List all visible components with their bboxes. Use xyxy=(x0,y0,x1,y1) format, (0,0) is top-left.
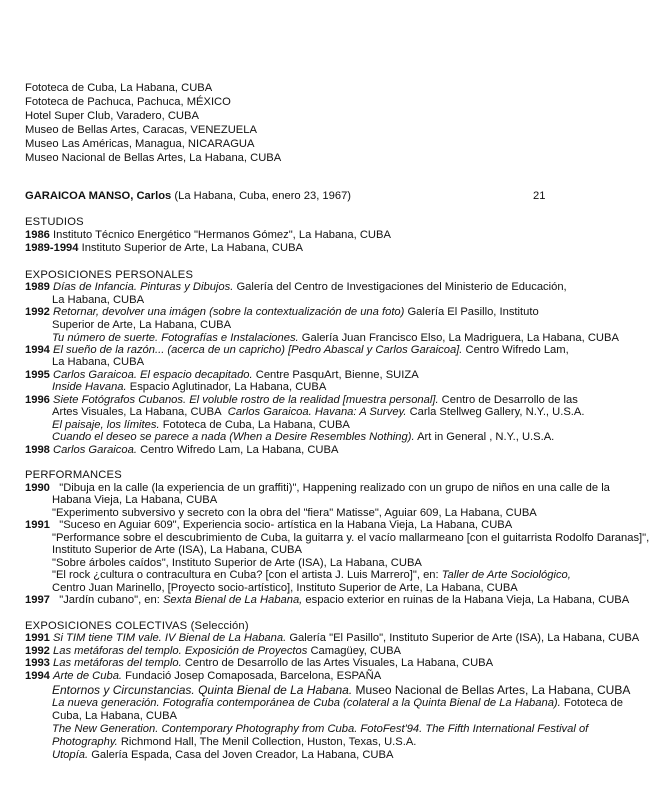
performance-text: "Suceso en Aguiar 609", Experiencia socio- artística en la Habana Vieja, La Habana, CUBA xyxy=(59,519,513,531)
exhibition-title: Retornar, devolver una imágen (sobre la contextualización de una foto) xyxy=(53,306,405,318)
year: 1995 xyxy=(25,369,50,381)
exhibition-title: Si TIM tiene TIM vale. IV Bienal de La Habana. xyxy=(53,632,287,644)
entry-text: Instituto Técnico Energético "Hermanos Gómez", La Habana, CUBA xyxy=(53,229,391,241)
section-heading-colectivas: EXPOSICIONES COLECTIVAS (Selección) xyxy=(25,620,249,632)
performance-title: Taller de Arte Sociológico, xyxy=(441,569,571,581)
exhibition-entry xyxy=(52,431,554,444)
year: 1993 xyxy=(25,657,50,669)
estudios-item xyxy=(25,229,391,242)
year: 1991 xyxy=(25,519,50,531)
artist-birth: (La Habana, Cuba, enero 23, 1967) xyxy=(174,190,352,202)
exhibition-title: Días de Infancia. Pinturas y Dibujos. xyxy=(53,281,234,293)
exhibition-entry xyxy=(52,736,416,749)
section-heading-estudios: ESTUDIOS xyxy=(25,216,84,228)
year: 1998 xyxy=(25,444,50,456)
exhibition-entry xyxy=(25,444,338,457)
exhibition-entry xyxy=(52,749,393,762)
year: 1991 xyxy=(25,632,50,644)
exhibition-title xyxy=(52,723,588,736)
exhibition-venue: Centro de Desarrollo de las xyxy=(441,394,578,406)
exhibition-venue: Art in General , N.Y., U.S.A. xyxy=(417,431,555,443)
exhibition-entry xyxy=(25,281,567,294)
exhibition-venue: Centro de Desarrollo de las Artes Visuales, La Habana, CUBA xyxy=(184,657,494,669)
exhibition-venue: Fundació Josep Comaposada, Barcelona, ESPAÑA xyxy=(125,670,382,682)
exhibition-venue-cont: Cuba, La Habana, CUBA xyxy=(52,710,178,722)
performance-text: "Dibuja en la calle (la experiencia de un graffiti)", Happening realizado con un grupo de niños en una calle de la xyxy=(59,482,610,494)
performance-title: Sexta Bienal de La Habana, xyxy=(162,594,303,606)
artist-name: GARAICOA MANSO, Carlos xyxy=(25,190,172,202)
collection-item: Museo Nacional de Bellas Artes, La Habana, CUBA xyxy=(25,152,282,164)
collection-item: Fototeca de Pachuca, Pachuca, MÉXICO xyxy=(25,96,231,108)
exhibition-venue: Centre PasquArt, Bienne, SUIZA xyxy=(255,369,419,381)
artist-header xyxy=(25,190,351,203)
page-number: 21 xyxy=(533,190,546,202)
performance-text: "Sobre árboles caídos", Instituto Superior de Arte (ISA), La Habana, CUBA xyxy=(52,557,422,569)
performance-text-part: "El rock ¿cultura o contracultura en Cuba? [con el artista J. Luis Marrero]", en: xyxy=(52,569,439,581)
collection-item: Museo Las Américas, Managua, NICARAGUA xyxy=(25,138,255,150)
exhibition-venue: Galería "El Pasillo", Instituto Superior de Arte (ISA), La Habana, CUBA xyxy=(289,632,640,644)
exhibition-venue-cont: Artes Visuales, La Habana, CUBA xyxy=(52,406,222,418)
performance-text: Centro Juan Marinello, [Proyecto socio-artístico], Instituto Superior de Arte, La Habana, CUBA xyxy=(52,582,518,594)
year: 1989 xyxy=(25,281,50,293)
exhibition-title: Inside Havana. xyxy=(52,381,127,393)
performance-entry xyxy=(25,519,512,532)
exhibition-venue: Centro Wifredo Lam, La Habana, CUBA xyxy=(140,444,339,456)
year: 1986 xyxy=(25,229,50,241)
exhibition-title: El sueño de la razón... (acerca de un capricho) [Pedro Abascal y Carlos Garaicoa]. xyxy=(53,344,463,356)
exhibition-title: Las metáforas del templo. Exposición de Proyectos xyxy=(53,645,308,657)
exhibition-title: Las metáforas del templo. xyxy=(53,657,182,669)
exhibition-title: Utopía. xyxy=(52,749,89,761)
exhibition-venue: Galería Juan Francisco Elso, La Madriguera, La Habana, CUBA xyxy=(301,332,619,344)
exhibition-title: La nueva generación. Fotografía contemporánea de Cuba (colateral a la Quinta Bienal de La Habana). xyxy=(52,697,561,709)
collection-item: Hotel Super Club, Varadero, CUBA xyxy=(25,110,199,122)
exhibition-venue: Galería El Pasillo, Instituto xyxy=(407,306,539,318)
performance-text-part: "Jardín cubano", en: xyxy=(59,594,160,606)
year: 1992 xyxy=(25,306,50,318)
performance-text: Habana Vieja, La Habana, CUBA xyxy=(52,494,218,506)
exhibition-entry xyxy=(52,381,326,394)
performance-text: "Experimento subversivo y secreto con la obra del "fiera" Matisse", Aguiar 609, La Habana, CUBA xyxy=(52,507,537,519)
exhibition-title-part: Photography. xyxy=(52,736,118,748)
performance-text xyxy=(52,569,571,582)
exhibition-entry xyxy=(25,306,539,319)
exhibition-title: Tu número de suerte. Fotografías e Instalaciones. xyxy=(52,332,299,344)
performance-text: Instituto Superior de Arte (ISA), La Habana, CUBA xyxy=(52,544,302,556)
year: 1996 xyxy=(25,394,50,406)
year: 1997 xyxy=(25,594,50,606)
section-heading-performances: PERFORMANCES xyxy=(25,469,122,481)
exhibition-title: Arte de Cuba. xyxy=(53,670,123,682)
exhibition-venue: Camagüey, CUBA xyxy=(310,645,402,657)
exhibition-entry xyxy=(52,406,584,419)
exhibition-venue: Galería Espada, Casa del Joven Creador, La Habana, CUBA xyxy=(91,749,394,761)
exhibition-entry xyxy=(25,657,493,670)
performance-entry xyxy=(25,594,629,607)
exhibition-entry xyxy=(25,670,381,683)
exhibition-title: Cuando el deseo se parece a nada (When a Desire Resembles Nothing). xyxy=(52,431,415,443)
exhibition-venue: Centro Wifredo Lam, xyxy=(465,344,569,356)
exhibition-title: Carlos Garaicoa. xyxy=(53,444,137,456)
exhibition-entry xyxy=(25,632,639,645)
exhibition-venue: Museo Nacional de Bellas Artes, La Habana, CUBA xyxy=(355,683,631,697)
section-heading-personales: EXPOSICIONES PERSONALES xyxy=(25,269,194,281)
year: 1994 xyxy=(25,670,50,682)
exhibition-venue: Espacio Aglutinador, La Habana, CUBA xyxy=(129,381,327,393)
year: 1989-1994 xyxy=(25,242,79,254)
year: 1990 xyxy=(25,482,50,494)
exhibition-venue: Fototeca de Cuba, La Habana, CUBA xyxy=(162,419,350,431)
year: 1992 xyxy=(25,645,50,657)
year: 1994 xyxy=(25,344,50,356)
exhibition-venue-cont: La Habana, CUBA xyxy=(52,294,145,306)
exhibition-entry xyxy=(52,684,630,697)
exhibition-venue-cont: Superior de Arte, La Habana, CUBA xyxy=(52,319,232,331)
exhibition-venue-cont: La Habana, CUBA xyxy=(52,356,145,368)
collection-item: Fototeca de Cuba, La Habana, CUBA xyxy=(25,82,213,94)
exhibition-venue: Carla Stellweg Gallery, N.Y., U.S.A. xyxy=(409,406,585,418)
estudios-item xyxy=(25,242,303,255)
exhibition-title: Siete Fotógrafos Cubanos. El voluble rostro de la realidad [muestra personal]. xyxy=(53,394,439,406)
exhibition-entry xyxy=(52,697,623,710)
exhibition-venue: Richmond Hall, The Menil Collection, Huston, Texas, U.S.A. xyxy=(120,736,417,748)
entry-text: Instituto Superior de Arte, La Habana, CUBA xyxy=(81,242,304,254)
exhibition-title-part: The New Generation. Contemporary Photography from Cuba. FotoFest'94. The Fifth International Festival of xyxy=(52,723,589,735)
performance-text-part: espacio exterior en ruinas de la Habana Vieja, La Habana, CUBA xyxy=(305,594,630,606)
exhibition-title: Carlos Garaicoa. Havana: A Survey. xyxy=(227,406,407,418)
exhibition-venue: Fototeca de xyxy=(563,697,623,709)
exhibition-title: Entornos y Circunstancias. Quinta Bienal de La Habana. xyxy=(52,683,353,697)
exhibition-title: El paisaje, los límites. xyxy=(52,419,160,431)
collection-item: Museo de Bellas Artes, Caracas, VENEZUELA xyxy=(25,124,257,136)
exhibition-venue: Galería del Centro de Investigaciones del Ministerio de Educación, xyxy=(236,281,567,293)
exhibition-title: Carlos Garaicoa. El espacio decapitado. xyxy=(53,369,253,381)
performance-text: "Performance sobre el descubrimiento de Cuba, la guitarra y. el vacío mallarmeano [con el guitarrista Rodolfo Daranas]", xyxy=(52,532,650,544)
